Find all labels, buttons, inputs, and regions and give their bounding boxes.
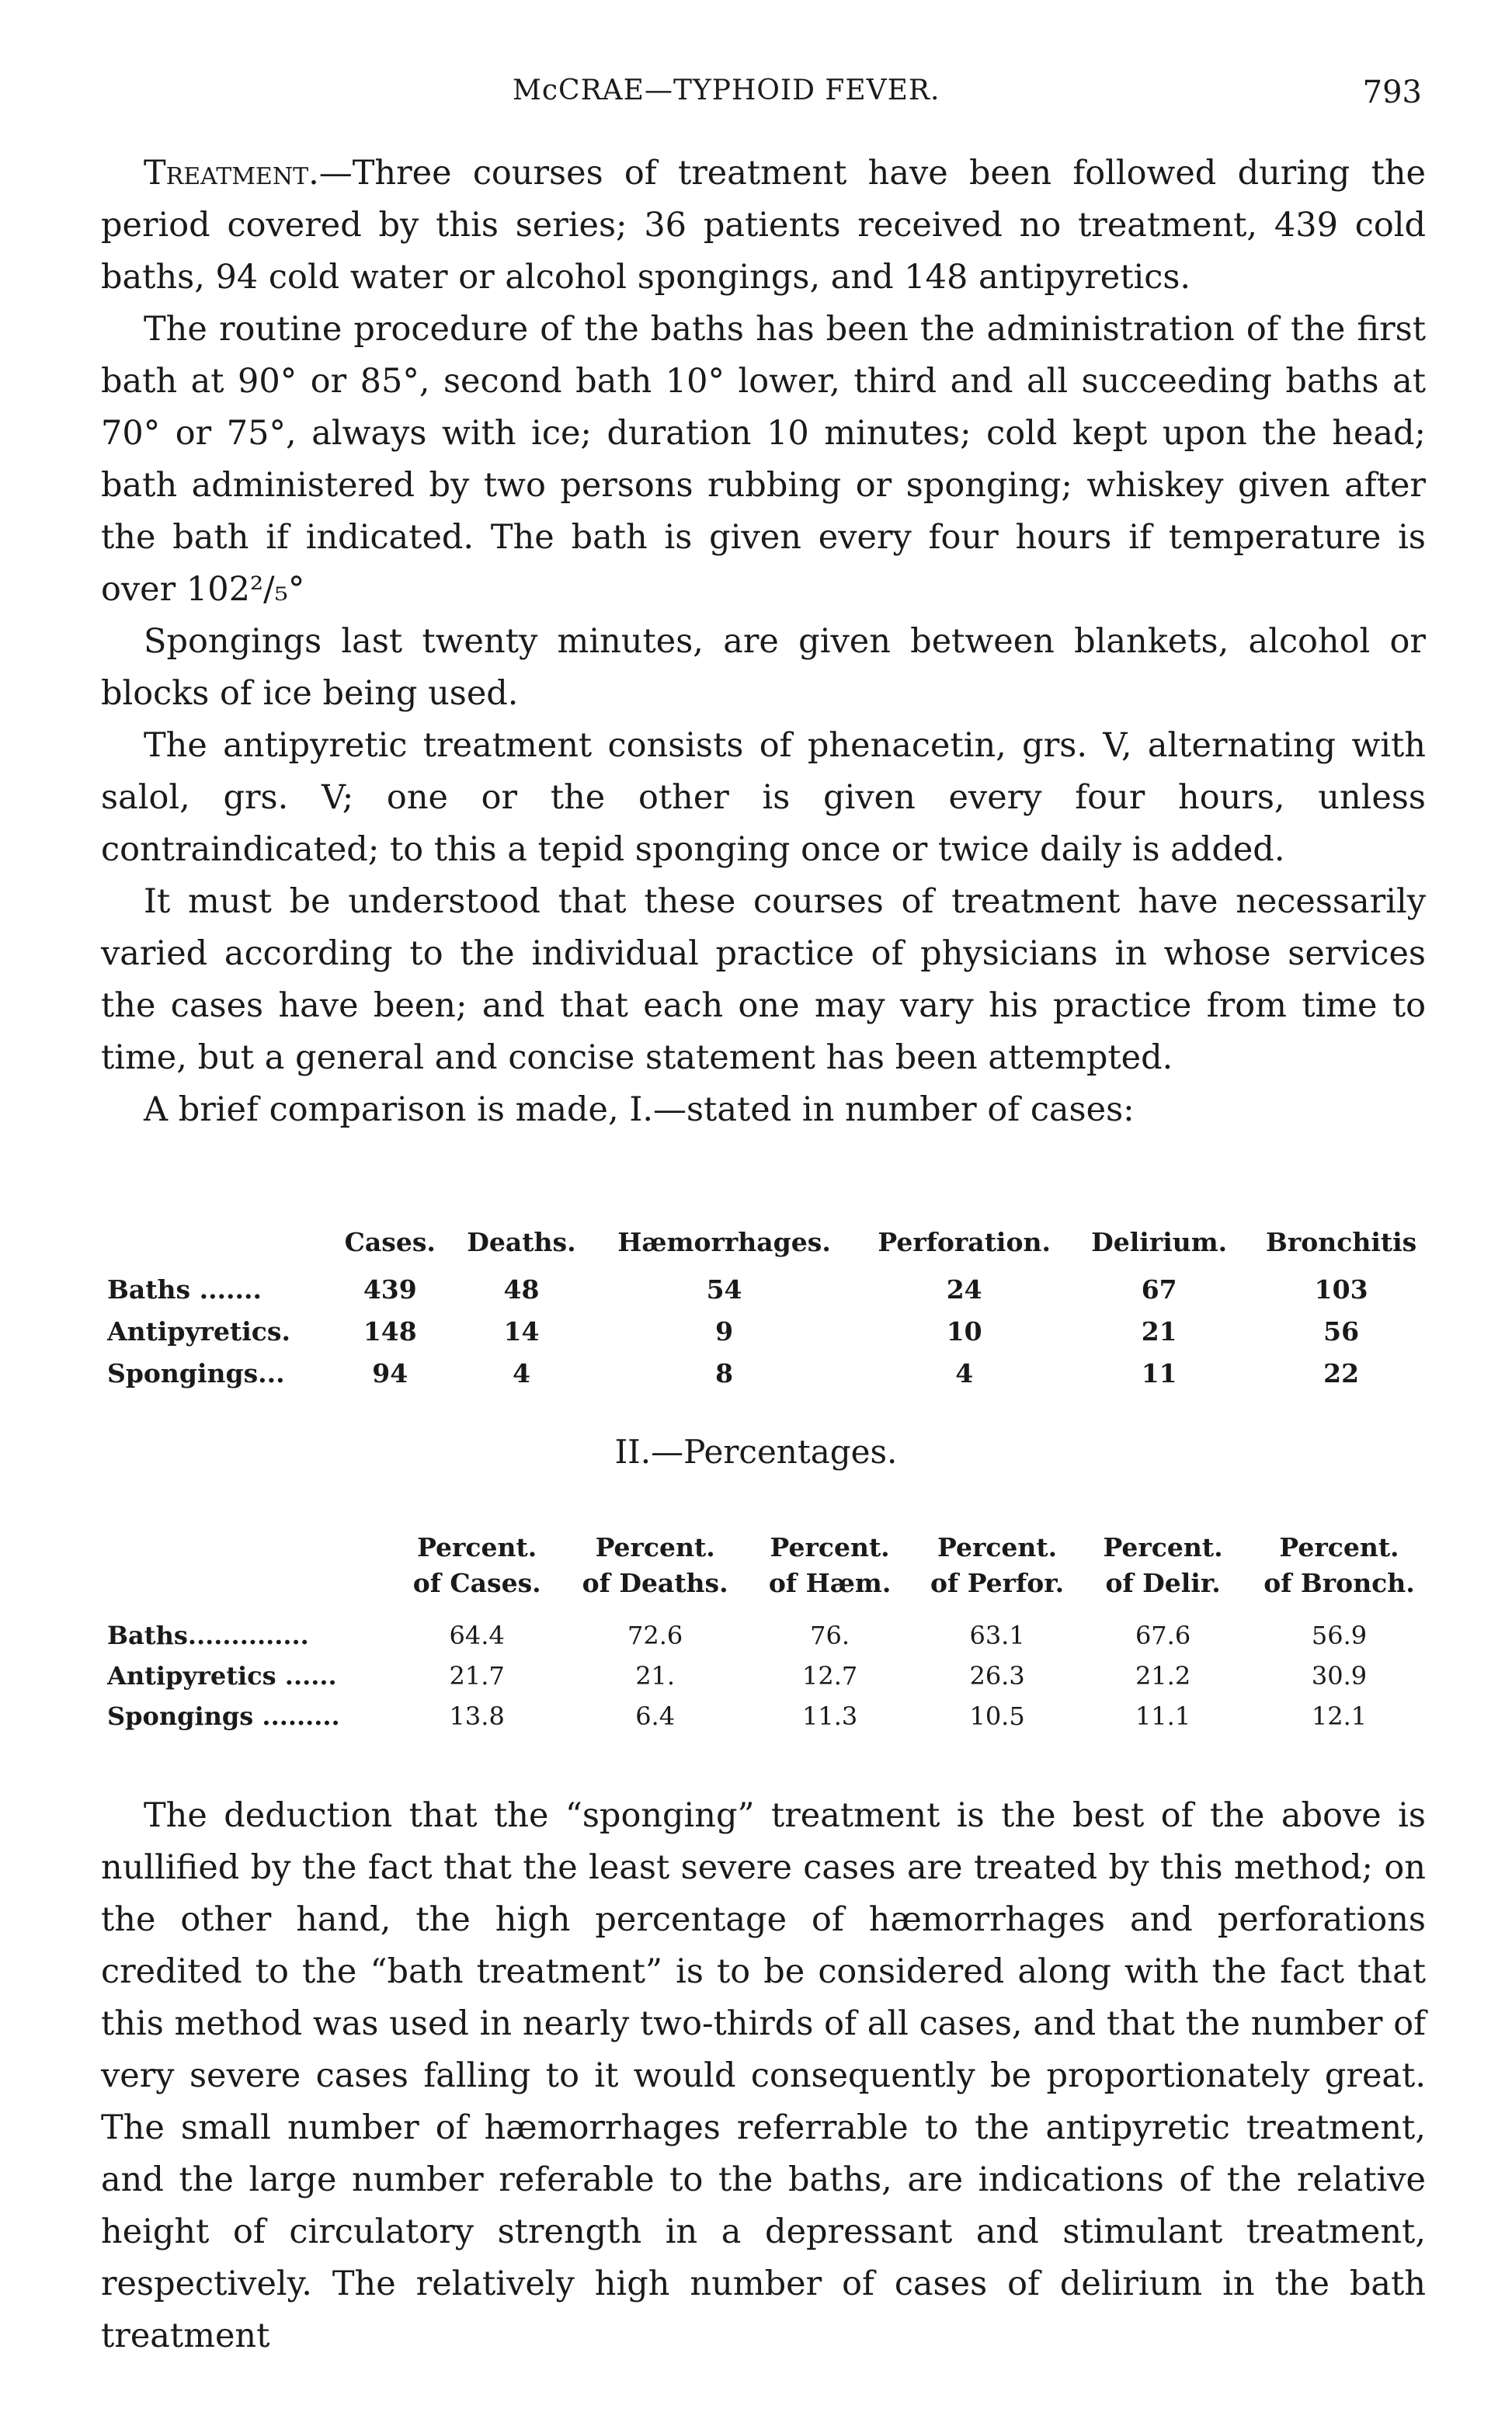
table-cell: 21.2 bbox=[1135, 1661, 1191, 1691]
table-row bbox=[101, 1352, 1437, 1394]
paragraph-spongings: Spongings last twenty minutes, are given between blankets, alcohol or blocks of ice being used. bbox=[101, 622, 1426, 713]
intro-text bbox=[101, 148, 1426, 1136]
table-cell: 63.1 bbox=[969, 1621, 1025, 1650]
paragraph-deduction: The deduction that the “sponging” treatment is the best of the above is nullified by the fact that the least severe cases are treated by this method; on the other hand, the high percentage of hæmorrhages and perforations credited to the “bath treatment” is to be considered along with the fact that this method was used in nearly two-thirds of all cases, and that the number of very severe cases falling to it would consequently be proportionately great. The small number of hæmorrhages referrable to the antipyretic treatment, and the large number referable to the baths, are indications of the relative height of circulatory strength in a depressant and stimulant treatment, respectively. The relatively high number of cases of delirium in the bath treatment bbox=[101, 1796, 1426, 2355]
table-row bbox=[101, 1656, 1437, 1696]
table-cell: 21 bbox=[1141, 1316, 1177, 1347]
cases-table-header: Delirium. bbox=[1091, 1227, 1228, 1257]
table-cell: 11 bbox=[1141, 1357, 1177, 1388]
table-cell: 56 bbox=[1323, 1316, 1360, 1347]
percentages-table-header bbox=[101, 1530, 393, 1615]
table-cell: 56.9 bbox=[1311, 1621, 1368, 1650]
table-cell: 4 bbox=[955, 1357, 974, 1388]
conclusion-text bbox=[101, 1790, 1426, 2362]
cases-table-header-row bbox=[101, 1227, 1437, 1268]
treatment-lead-word: Treatment. bbox=[144, 154, 319, 193]
paragraph-variation: It must be understood that these courses of treatment have necessarily varied according to the individual practice of physicians in whose services the cases have been; and that each one may vary his practice from time to time, but a general and concise statement has been attempted. bbox=[101, 882, 1426, 1077]
percentages-table-header: Percent. of Bronch. bbox=[1263, 1532, 1415, 1598]
paragraph-treatment bbox=[101, 148, 1426, 304]
table-cell: 64.4 bbox=[449, 1621, 505, 1650]
table-cell: 9 bbox=[715, 1316, 734, 1347]
table-cell: 76. bbox=[810, 1621, 850, 1650]
table-cell: 13.8 bbox=[449, 1701, 505, 1731]
cases-table-header: Deaths. bbox=[467, 1227, 576, 1257]
table-cell: 11.3 bbox=[801, 1701, 858, 1731]
row-label: Baths ....... bbox=[107, 1274, 262, 1305]
table-cell: 4 bbox=[512, 1357, 530, 1388]
table-cell: 12.1 bbox=[1311, 1701, 1368, 1731]
table-cell: 14 bbox=[503, 1316, 540, 1347]
cases-table-header bbox=[101, 1227, 329, 1268]
cases-table-header: Perforation. bbox=[878, 1227, 1051, 1257]
cases-table-header: Cases. bbox=[344, 1227, 436, 1257]
row-label: Baths.............. bbox=[107, 1621, 309, 1650]
table-row bbox=[101, 1268, 1437, 1310]
table-row bbox=[101, 1615, 1437, 1656]
table-cell: 30.9 bbox=[1311, 1661, 1368, 1691]
table-cell: 94 bbox=[372, 1357, 408, 1388]
paragraph-baths: The routine procedure of the baths has been the administration of the first bath at 90° or 85°, second bath 10° lower, third and all succeeding baths at 70° or 75°, always with ice; duration 10 minutes; cold kept upon the head; bath administered by two persons rubbing or sponging; whiskey given after the bath if indicated. The bath is given every four hours if temperature is over 102²/₅° bbox=[101, 310, 1426, 609]
table-cell: 12.7 bbox=[801, 1661, 858, 1691]
row-label: Spongings ......... bbox=[107, 1701, 340, 1731]
table-cell: 148 bbox=[363, 1316, 417, 1347]
table-cell: 67 bbox=[1141, 1274, 1177, 1305]
table-cell: 10.5 bbox=[969, 1701, 1025, 1731]
percentages-table-header: Percent. of Perfor. bbox=[930, 1532, 1065, 1598]
table-row bbox=[101, 1310, 1437, 1352]
table-row bbox=[101, 1696, 1437, 1736]
table-cell: 72.6 bbox=[627, 1621, 683, 1650]
cases-table-header: Bronchitis bbox=[1265, 1227, 1417, 1257]
percentages-table-header: Percent. of Delir. bbox=[1103, 1532, 1223, 1598]
percentages-table-header: Percent. of Deaths. bbox=[582, 1532, 728, 1598]
paragraph-comparison: A brief comparison is made, I.—stated in number of cases: bbox=[144, 1090, 1135, 1129]
table-cell: 10 bbox=[946, 1316, 982, 1347]
table-cell: 22 bbox=[1323, 1357, 1360, 1388]
table-cell: 21. bbox=[635, 1661, 676, 1691]
table-cell: 48 bbox=[503, 1274, 540, 1305]
page-number: 793 bbox=[1362, 75, 1422, 110]
cases-table-header: Hæmorrhages. bbox=[617, 1227, 831, 1257]
table-cell: 54 bbox=[706, 1274, 742, 1305]
treatment-text: —Three courses of treatment have been followed during the period covered by this series; 36 patients received no treatment, 439 cold baths, 94 cold water or alcohol spongings, and 148 antipyretics. bbox=[101, 154, 1426, 297]
cases-table bbox=[101, 1227, 1437, 1394]
percentages-table-header: Percent. of Cases. bbox=[412, 1532, 541, 1598]
table-cell: 24 bbox=[946, 1274, 982, 1305]
page-header bbox=[0, 75, 1512, 121]
running-title: McCRAE—TYPHOID FEVER. bbox=[513, 75, 940, 106]
table-cell: 6.4 bbox=[635, 1701, 676, 1731]
table-cell: 439 bbox=[363, 1274, 417, 1305]
paragraph-antipyretic: The antipyretic treatment consists of phenacetin, grs. V, alternating with salol, grs. V; one or the other is given every four hours, unless contraindicated; to this a tepid sponging once or twice daily is added. bbox=[101, 726, 1426, 869]
percentages-table-header-row bbox=[101, 1530, 1437, 1615]
table-cell: 21.7 bbox=[449, 1661, 505, 1691]
table-cell: 67.6 bbox=[1135, 1621, 1191, 1650]
percentages-table bbox=[101, 1530, 1437, 1736]
percentages-heading: II.—Percentages. bbox=[614, 1433, 898, 1471]
percentages-table-header: Percent. of Hæm. bbox=[768, 1532, 892, 1598]
table-cell: 103 bbox=[1314, 1274, 1368, 1305]
table-cell: 11.1 bbox=[1135, 1701, 1191, 1731]
table-cell: 8 bbox=[715, 1357, 734, 1388]
table-cell: 26.3 bbox=[969, 1661, 1025, 1691]
row-label: Antipyretics ...... bbox=[107, 1661, 337, 1691]
row-label: Spongings... bbox=[107, 1357, 285, 1388]
row-label: Antipyretics. bbox=[107, 1316, 290, 1347]
